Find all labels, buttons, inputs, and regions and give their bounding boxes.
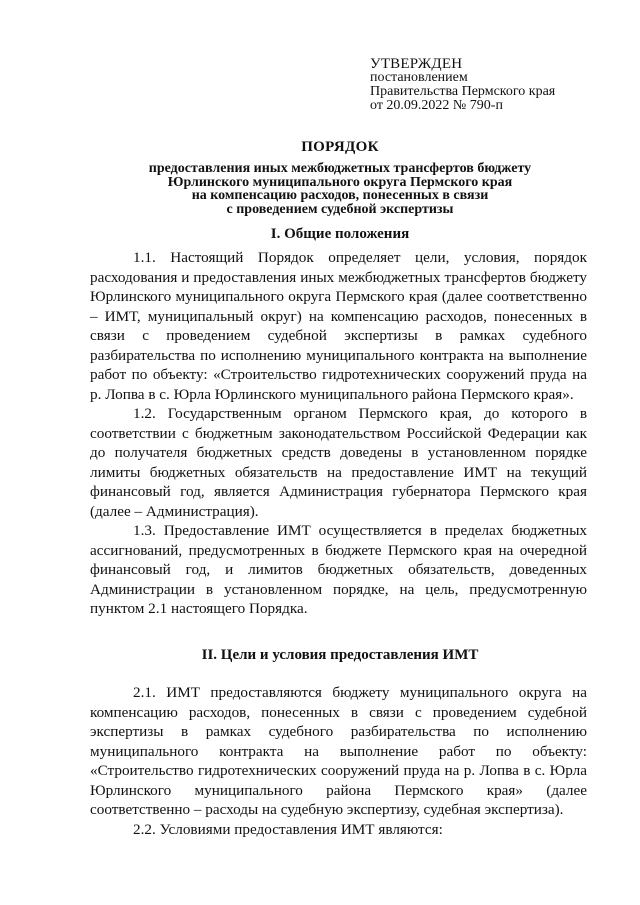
- document-subtitle: [90, 162, 590, 216]
- paragraph: 1.2. Государственным органом Пермского края, до которого в соответствии с бюджетным законодательством Российской Федерации как до получателя бюджетных средств доведены в установленном порядке лимиты бюджетных обязательств на предоставление ИМТ на текущий финансовый год, является Администрация губернатора Пермского края (далее – Администрация).: [90, 405, 587, 520]
- approval-title: УТВЕРЖДЕН: [370, 56, 463, 72]
- section-2-body: [90, 683, 587, 839]
- paragraph: 1.1. Настоящий Порядок определяет цели, условия, порядок расходования и предоставления иных межбюджетных трансфертов бюджету Юрлинского муниципального округа Пермского края (далее соответственно – ИМТ, муниципальный округ) на компенсацию расходов, понесенных в связи с проведением судебной экспертизы в рамках судебного разбирательства по исполнению муниципального контракта на выполнение работ по объекту: «Строительство гидротехнических сооружений пруда на р. Лопва в с. Юрла Юрлинского муниципального района Пермского края».: [90, 249, 587, 403]
- subtitle-line: с проведением судебной экспертизы: [226, 201, 454, 217]
- section-1-body: [90, 248, 587, 619]
- paragraph: 2.1. ИМТ предоставляются бюджету муниципального округа на компенсацию расходов, понесенных в связи с проведением судебной экспертизы в рамках судебного разбирательства по исполнению муниципального контракта на выполнение работ по объекту: «Строительство гидротехнических сооружений пруда на р. Лопва в с. Юрла Юрлинского муниципального района Пермского края» (далее соответственно – расходы на судебную экспертизу, судебная экспертиза).: [90, 684, 587, 818]
- paragraph: 2.2. Условиями предоставления ИМТ являются:: [133, 820, 443, 838]
- approval-line: Правительства Пермского края: [370, 84, 556, 99]
- document-title: ПОРЯДОК: [301, 139, 379, 155]
- approval-line: постановлением: [370, 70, 468, 85]
- section-heading: I. Общие положения: [270, 226, 410, 242]
- subtitle-line: на компенсацию расходов, понесенных в связи: [191, 188, 489, 203]
- subtitle-line: предоставления иных межбюджетных трансфертов бюджету: [148, 161, 532, 176]
- subtitle-line: Юрлинского муниципального округа Пермского края: [167, 174, 513, 190]
- paragraph: 1.3. Предоставление ИМТ осуществляется в пределах бюджетных ассигнований, предусмотренных в бюджете Пермского края на очередной финансовый год, и лимитов бюджетных обязательств, доведенных Администрации в установленном порядке, на цель, предусмотренную пунктом 2.1 настоящего Порядка.: [90, 522, 587, 617]
- approval-date: от 20.09.2022 № 790-п: [370, 98, 503, 113]
- approval-stamp: [370, 57, 555, 113]
- section-heading: II. Цели и условия предоставления ИМТ: [201, 647, 479, 663]
